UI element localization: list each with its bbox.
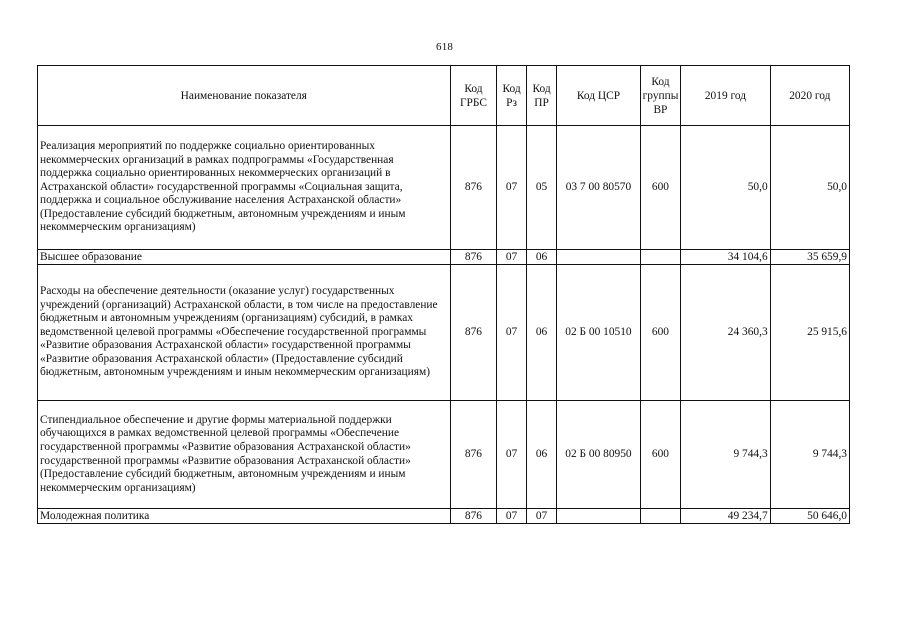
row-2020: 9 744,3 xyxy=(770,401,849,509)
header-grbs: Код ГРБС xyxy=(450,66,497,126)
row-pr: 06 xyxy=(526,401,556,509)
row-2019: 49 234,7 xyxy=(681,509,770,524)
header-row xyxy=(38,66,850,126)
row-2020: 35 659,9 xyxy=(770,250,849,265)
row-rz: 07 xyxy=(497,509,526,524)
row-grbs: 876 xyxy=(450,509,497,524)
header-name: Наименование показателя xyxy=(38,66,451,126)
row-vr: 600 xyxy=(640,401,681,509)
row-vr: 600 xyxy=(640,126,681,250)
row-pr: 07 xyxy=(526,509,556,524)
table-row xyxy=(38,250,850,265)
row-pr: 06 xyxy=(526,250,556,265)
header-csr: Код ЦСР xyxy=(557,66,640,126)
header-2020: 2020 год xyxy=(770,66,849,126)
row-name: Расходы на обеспечение деятельности (оказание услуг) государственных учреждений (организаций) Астраханской области, в том числе на предоставление бюджетным и автономным учреждениям (организациям) субсидий, в рамках ведомственной целевой программы «Обеспечение государственной программы «Развитие образования Астраханской области» государственной программы «Развитие образования Астраханской области» (Предоставление субсидий бюджетным, автономным учреждениям и иным некоммерческим организациям) xyxy=(38,265,451,401)
row-name: Высшее образование xyxy=(38,250,451,265)
row-vr xyxy=(640,250,681,265)
row-rz: 07 xyxy=(497,401,526,509)
row-pr: 06 xyxy=(526,265,556,401)
header-2019: 2019 год xyxy=(681,66,770,126)
row-name: Молодежная политика xyxy=(38,509,451,524)
row-csr: 02 Б 00 10510 xyxy=(557,265,640,401)
row-rz: 07 xyxy=(497,250,526,265)
row-pr: 05 xyxy=(526,126,556,250)
row-name: Стипендиальное обеспечение и другие формы материальной поддержки обучающихся в рамках ведомственной целевой программы «Обеспечение государственной программы «Развитие образования Астраханской области» государственной программы «Развитие образования Астраханской области» (Предоставление субсидий бюджетным, автономным учреждениям и иным некоммерческим организациям) xyxy=(38,401,451,509)
row-2019: 9 744,3 xyxy=(681,401,770,509)
row-2019: 50,0 xyxy=(681,126,770,250)
table-row xyxy=(38,265,850,401)
row-csr xyxy=(557,250,640,265)
row-2019: 34 104,6 xyxy=(681,250,770,265)
row-2019: 24 360,3 xyxy=(681,265,770,401)
table-row xyxy=(38,401,850,509)
row-csr: 02 Б 00 80950 xyxy=(557,401,640,509)
row-name: Реализация мероприятий по поддержке социально ориентированных некоммерческих организаций в рамках подпрограммы «Государственная поддержка социально ориентированных некоммерческих организаций в Астраханской области» государственной программы «Социальная защита, поддержка и социальное обслуживание населения Астраханской области» (Предоставление субсидий бюджетным, автономным учреждениям и иным некоммерческим организациям) xyxy=(38,126,451,250)
row-2020: 50 646,0 xyxy=(770,509,849,524)
row-grbs: 876 xyxy=(450,401,497,509)
row-2020: 25 915,6 xyxy=(770,265,849,401)
header-rz: Код Рз xyxy=(497,66,526,126)
row-grbs: 876 xyxy=(450,250,497,265)
page-number: 618 xyxy=(436,41,454,53)
row-csr: 03 7 00 80570 xyxy=(557,126,640,250)
row-rz: 07 xyxy=(497,126,526,250)
table-row xyxy=(38,126,850,250)
header-pr: Код ПР xyxy=(526,66,556,126)
header-vr: Код группы ВР xyxy=(640,66,681,126)
row-rz: 07 xyxy=(497,265,526,401)
row-grbs: 876 xyxy=(450,265,497,401)
row-csr xyxy=(557,509,640,524)
row-vr: 600 xyxy=(640,265,681,401)
row-grbs: 876 xyxy=(450,126,497,250)
row-vr xyxy=(640,509,681,524)
table-row xyxy=(38,509,850,524)
budget-table xyxy=(37,65,850,524)
row-2020: 50,0 xyxy=(770,126,849,250)
